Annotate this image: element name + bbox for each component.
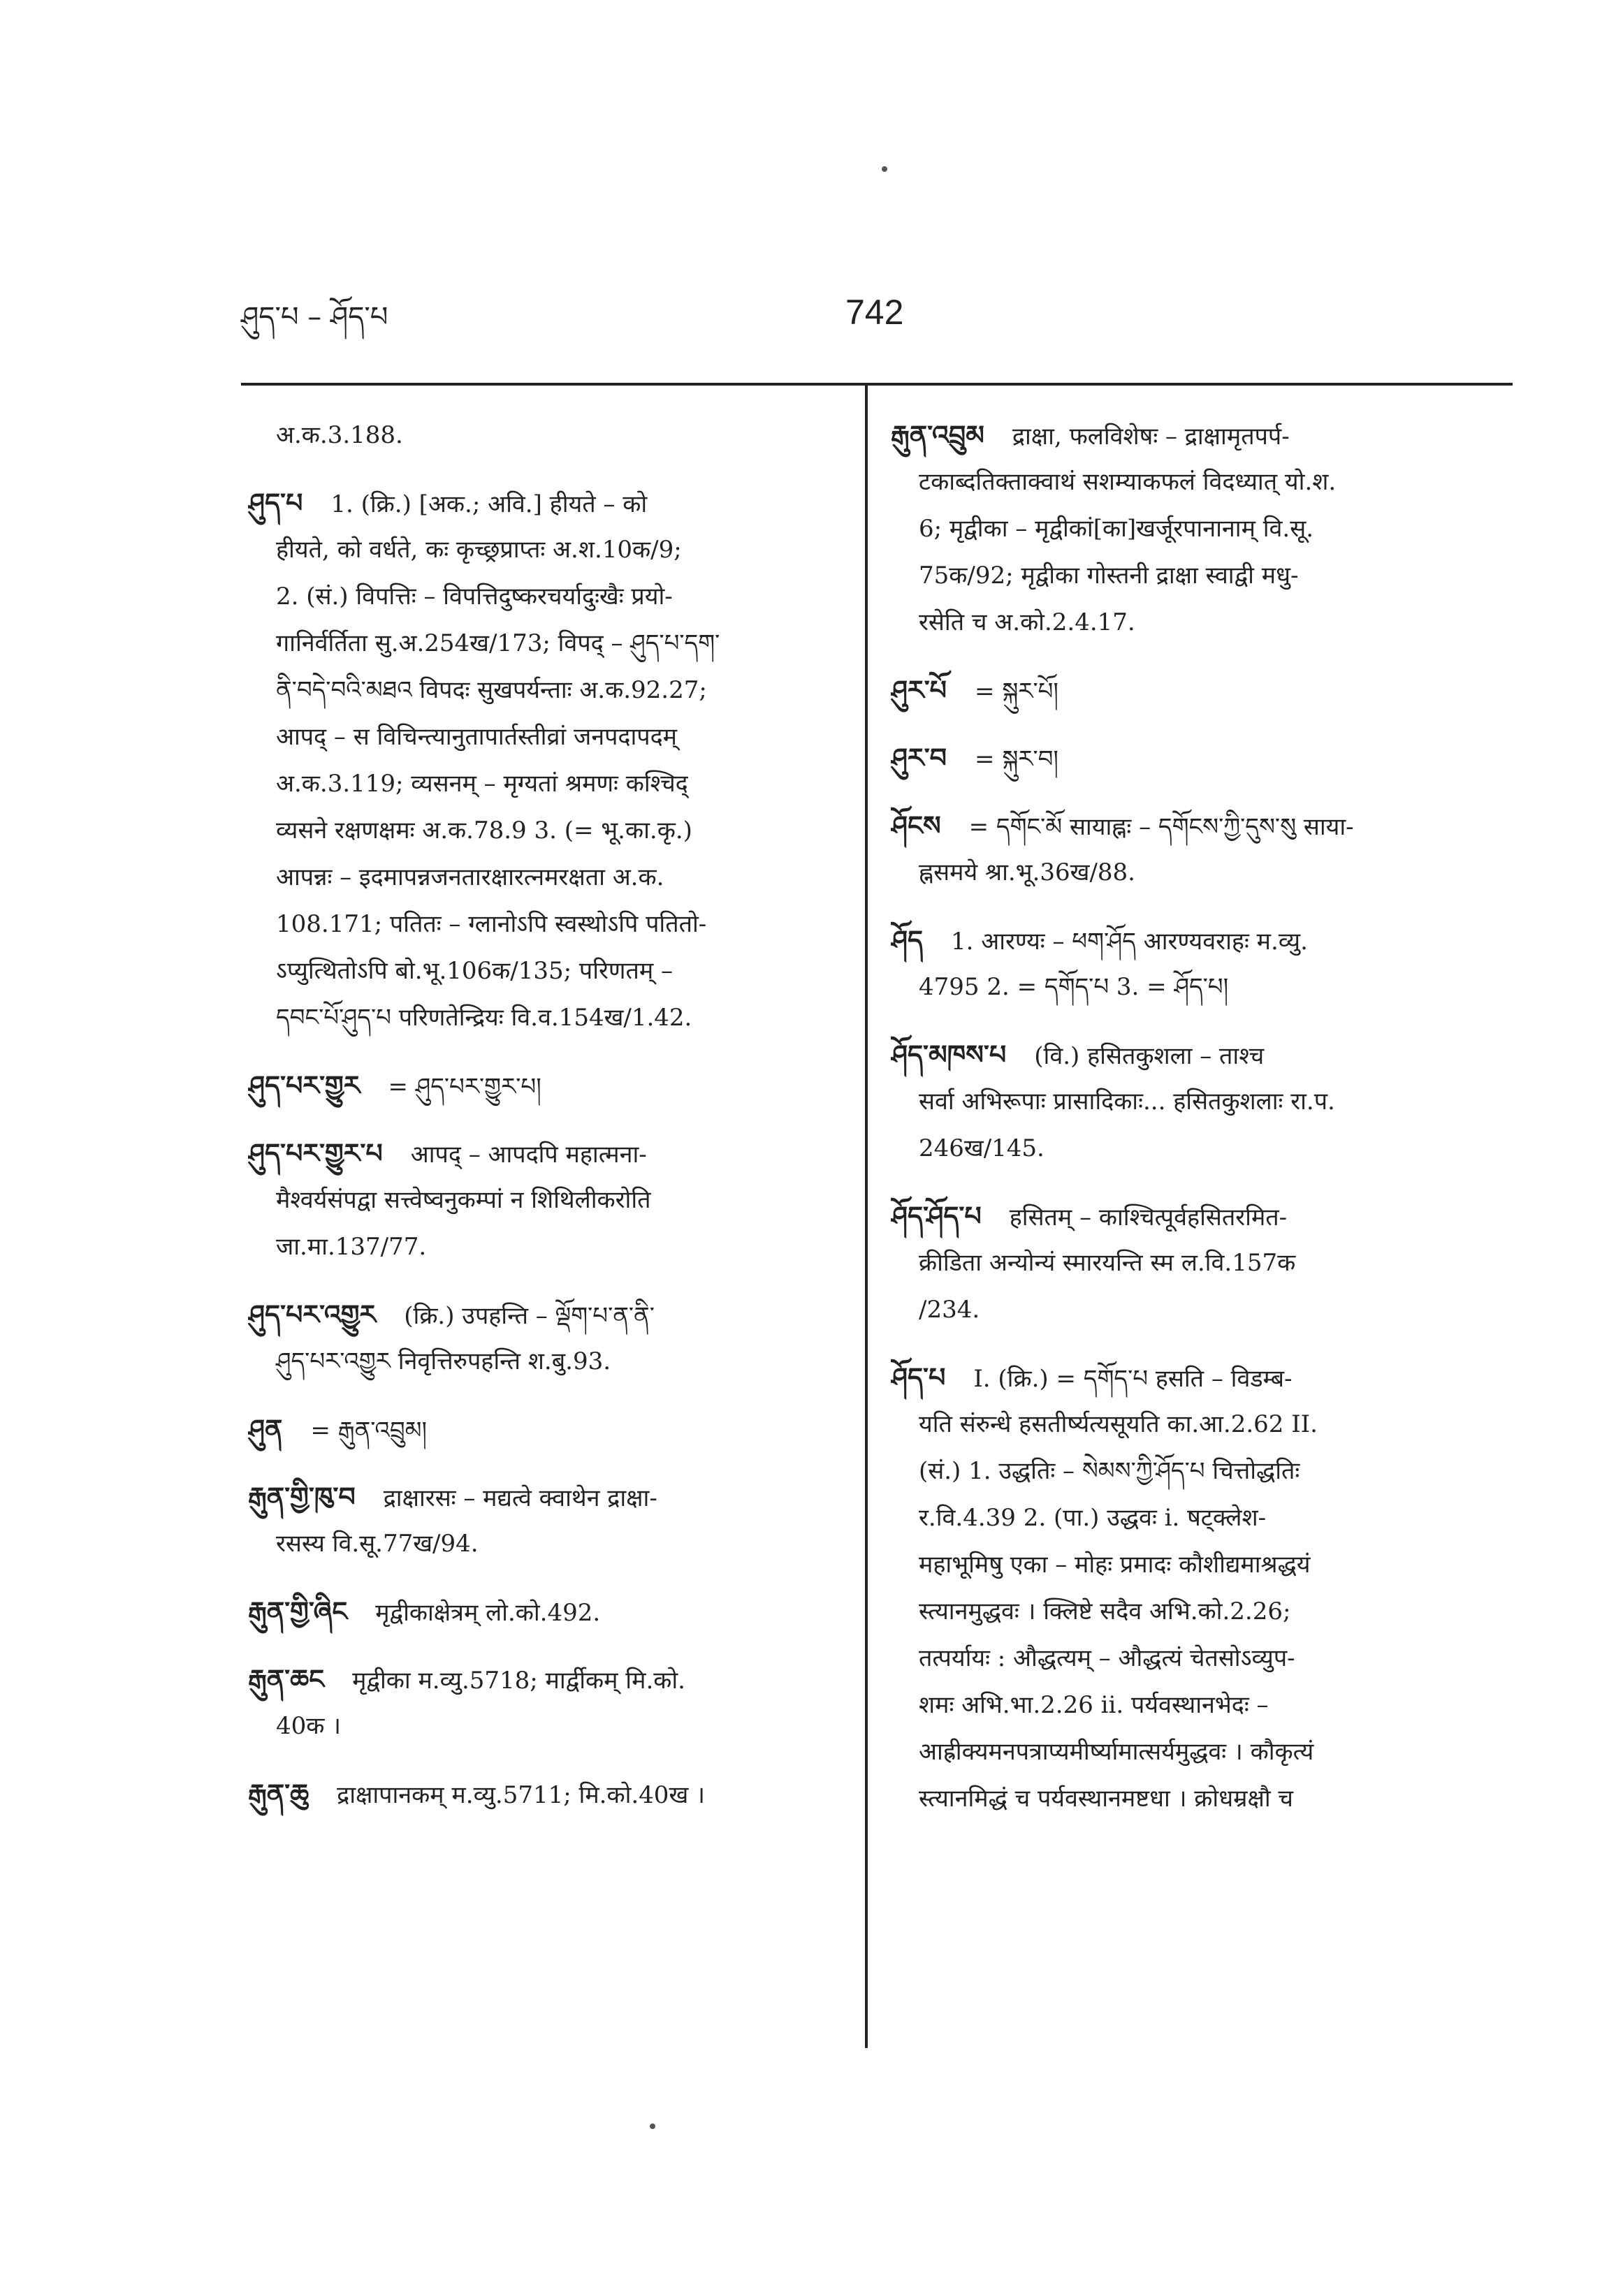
entry-line xyxy=(248,1062,842,1109)
entry-text: रसेति च अ.को.2.4.17. xyxy=(919,608,1135,636)
entry-text: महाभूमिषु एका – मोहः प्रमादः कौशीद्यमाश्रद्धयं xyxy=(919,1551,1311,1579)
headword: ཤུན xyxy=(248,1414,283,1445)
entry-text: (सं.) 1. उद्धतिः – སེམས་ཀྱི་ཤོད་པ चित्तोद्धतिः xyxy=(919,1457,1300,1485)
headword: ཤུར་པོ xyxy=(891,675,947,705)
entry-text: ཤུད་པར་འགྱུར निवृत्तिरुपहन्ति श.बु.93. xyxy=(276,1347,611,1375)
entry-continuation-line xyxy=(248,901,842,948)
headword: ཤུར་བ xyxy=(891,743,947,773)
entry-continuation-line xyxy=(891,964,1506,1011)
entry-text: मृद्वीका म.व्यु.5718; मार्द्वीकम् मि.को. xyxy=(352,1667,685,1695)
entry-text: = སྐུར་བ། xyxy=(975,745,1058,773)
headword: ཤུད་པར་འགྱུར xyxy=(248,1299,377,1330)
entry-line xyxy=(248,1588,842,1635)
entry-continuation-line xyxy=(248,1521,842,1567)
entry-text: मैश्वर्यसंपद्वा सत्त्वेष्वनुकम्पां न शिथिलीकरोति xyxy=(276,1186,651,1214)
entry-continuation-line xyxy=(248,1338,842,1385)
page-number: 742 xyxy=(845,293,904,332)
entry-text: /234. xyxy=(919,1296,980,1324)
entry-text: टकाब्दतिक्ताक्वाथं सशम्याकफलं विदध्यात् यो.श. xyxy=(919,468,1337,496)
entry-text: = ཤུད་པར་གྱུར་པ། xyxy=(388,1073,541,1101)
entry-line xyxy=(891,1354,1506,1401)
entry-text: स्त्यानमिद्धं च पर्यवस्थानमष्टधा । क्रोधम्रक्षौ च xyxy=(919,1785,1294,1813)
print-speck xyxy=(650,2123,655,2129)
entry-continuation-line xyxy=(891,1495,1506,1542)
entry-continuation-line xyxy=(891,459,1506,506)
entry-text: = རྒུན་འབྲུམ། xyxy=(310,1417,428,1445)
entry-continuation-line xyxy=(891,1240,1506,1287)
entry-continuation-line xyxy=(248,948,842,995)
header-rule xyxy=(241,383,1513,386)
entry-text: 108.171; पतितः – ग्लानोऽपि स्वस्थोऽपि पतितो- xyxy=(276,910,707,938)
entry-text: आह्रीक्यमनपत्राप्यमीर्ष्यामात्सर्यमुद्धवः । कौकृत्यं xyxy=(919,1738,1314,1766)
entry-line xyxy=(891,412,1506,459)
entry-continuation-line xyxy=(891,1542,1506,1588)
entry-text: आपन्नः – इदमापन्नजनतारक्षारत्नमरक्षता अ.क. xyxy=(276,863,664,891)
entry-text: अ.क.3.188. xyxy=(276,421,403,449)
entry-text: द्राक्षापानकम् म.व्यु.5711; मि.को.40ख । xyxy=(337,1781,705,1809)
entry-text: आपद् – स विचिन्त्यानुतापार्तस्तीव्रां जनपदापदम् xyxy=(276,723,677,751)
headword: ཤོད་པ xyxy=(891,1362,946,1393)
entry-continuation-line xyxy=(248,1703,842,1750)
entry-text: 1. (क्रि.) [अक.; अवि.] हीयते – को xyxy=(330,490,648,518)
entry-text: स्त्यानमुद्धवः । क्लिष्टे सदैव अभि.को.2.26; xyxy=(919,1597,1291,1625)
entry-text: དབང་པོ་ཤུད་པ परिणतेन्द्रियः वि.व.154ख/1.42. xyxy=(276,1004,692,1032)
entry-continuation-line xyxy=(248,527,842,573)
entry-continuation-line xyxy=(891,506,1506,553)
entry-text: जा.मा.137/77. xyxy=(276,1233,427,1261)
headword: རྒུན་འབྲུམ xyxy=(891,420,984,451)
entry-text: (क्रि.) उपहन्ति – ལྡོག་པ་ན་ནི་ xyxy=(404,1302,655,1330)
headword: རྒུན་ཆུ xyxy=(248,1778,310,1809)
entry-line xyxy=(248,1406,842,1453)
entry-text: 2. (सं.) विपत्तिः – विपत्तिदुष्करचर्यादुःखैः प्रयो- xyxy=(276,583,673,610)
entry-text: = དགོང་མོ सायाह्नः – དགོངས་ཀྱི་དུས་སུ साया- xyxy=(968,813,1354,841)
entry-continuation-line xyxy=(248,620,842,667)
entry-text: = སྐུར་པོ། xyxy=(975,678,1058,705)
headword: ཤོད་ཤོད་པ xyxy=(891,1201,982,1231)
entry-continuation-line xyxy=(248,995,842,1041)
entry-continuation-line xyxy=(891,849,1506,896)
entry-text: सर्वा अभिरूपाः प्रासादिकाः... हसितकुशलाः रा.प. xyxy=(919,1088,1335,1116)
entry-line xyxy=(891,917,1506,964)
entry-continuation-line xyxy=(248,412,842,459)
headword: ཤུད་པར་གྱུར་པ xyxy=(248,1138,383,1169)
entry-text: यति संरुन्धे हसतीर्ष्यत्यसूयति का.आ.2.62 II. xyxy=(919,1410,1318,1438)
entry-continuation-line xyxy=(248,1224,842,1271)
entry-text: अ.क.3.119; व्यसनम् – मृग्यतां श्रमणः कश्चिद् xyxy=(276,770,688,798)
running-head: ཤུད་པ – ཤོད་པ xyxy=(241,301,388,333)
entry-text: रसस्य वि.सू.77ख/94. xyxy=(276,1530,479,1558)
entry-continuation-line xyxy=(248,1177,842,1224)
headword: རྒུན་ཆང xyxy=(248,1664,325,1695)
entry-continuation-line xyxy=(891,1635,1506,1682)
entry-text: 6; मृद्वीका – मृद्वीकां[का]खर्जूरपानानाम् वि.सू. xyxy=(919,515,1314,543)
entry-continuation-line xyxy=(248,667,842,714)
headword: རྒུན་གྱི་ཞིང xyxy=(248,1596,348,1627)
entry-text: व्यसने रक्षणक्षमः अ.क.78.9 3. (= भू.का.कृ.) xyxy=(276,817,692,844)
entry-text: ནི་བདེ་བའི་མཐའ विपदः सुखपर्यन्ताः अ.क.92.27; xyxy=(276,676,707,704)
entry-text: ऽप्युत्थितोऽपि बो.भू.106क/135; परिणतम् – xyxy=(276,957,674,985)
entry-continuation-line xyxy=(891,553,1506,599)
headword: ཤུད་པ xyxy=(248,488,303,518)
entry-line xyxy=(248,1771,842,1818)
entry-text: र.वि.4.39 2. (पा.) उद्धवः i. षट्क्लेश- xyxy=(919,1504,1267,1532)
print-speck xyxy=(882,166,887,172)
headword: ཤོངས xyxy=(891,810,941,841)
entry-line xyxy=(891,735,1506,782)
entry-line xyxy=(891,667,1506,714)
entry-continuation-line xyxy=(891,1125,1506,1172)
left-column xyxy=(248,412,842,1818)
entry-continuation-line xyxy=(891,1682,1506,1729)
entry-text: हीयते, को वर्धते, कः कृच्छ्रप्राप्तः अ.श.10क/9; xyxy=(276,536,682,564)
entry-continuation-line xyxy=(248,807,842,854)
entry-line xyxy=(248,1130,842,1177)
entry-text: द्राक्षा, फलविशेषः – द्राक्षामृतपर्प- xyxy=(1012,423,1290,451)
entry-text: आपद् – आपदपि महात्मना- xyxy=(410,1141,647,1169)
entry-text: ह्नसमये श्रा.भू.36ख/88. xyxy=(919,858,1135,886)
right-column xyxy=(891,412,1506,1822)
entry-text: 40क । xyxy=(276,1712,342,1740)
entry-text: द्राक्षारसः – मद्यत्वे क्वाथेन द्राक्षा- xyxy=(383,1484,657,1512)
headword: ཤོད xyxy=(891,925,924,956)
entry-continuation-line xyxy=(891,1078,1506,1125)
headword: རྒུན་གྱི་ཁུ་བ xyxy=(248,1482,356,1512)
entry-line xyxy=(891,1193,1506,1240)
entry-continuation-line xyxy=(891,1776,1506,1822)
entry-continuation-line xyxy=(891,1401,1506,1448)
headword: ཤོད་མཁས་པ xyxy=(891,1039,1007,1070)
entry-line xyxy=(248,1292,842,1338)
entry-continuation-line xyxy=(248,714,842,761)
entry-text: 1. आरण्यः – ཕག་ཤོད आरण्यवराहः म.व्यु. xyxy=(951,928,1308,956)
entry-text: गानिर्वर्तिता सु.अ.254ख/173; विपद् – ཤུད་པ་དག་ xyxy=(276,629,720,657)
entry-continuation-line xyxy=(248,761,842,807)
entry-continuation-line xyxy=(891,1448,1506,1495)
entry-line xyxy=(248,1474,842,1521)
entry-continuation-line xyxy=(891,1588,1506,1635)
entry-line xyxy=(248,480,842,527)
entry-text: मृद्वीकाक्षेत्रम् लो.को.492. xyxy=(375,1599,601,1627)
entry-text: 246ख/145. xyxy=(919,1134,1045,1162)
column-divider xyxy=(865,386,868,2048)
entry-line xyxy=(891,1032,1506,1078)
entry-continuation-line xyxy=(248,573,842,620)
entry-text: (वि.) हसितकुशला – ताश्च xyxy=(1034,1042,1265,1070)
headword: ཤུད་པར་གྱུར xyxy=(248,1070,361,1101)
entry-text: I. (क्रि.) = དགོད་པ हसति – विडम्ब- xyxy=(973,1365,1293,1393)
entry-text: क्रीडिता अन्योन्यं स्मारयन्ति स्म ल.वि.157क xyxy=(919,1249,1296,1277)
entry-text: शमः अभि.भा.2.26 ii. पर्यवस्थानभेदः – xyxy=(919,1691,1269,1719)
entry-text: 75क/92; मृद्वीका गोस्तनी द्राक्षा स्वाद्वी मधु- xyxy=(919,562,1299,590)
entry-continuation-line xyxy=(891,599,1506,646)
entry-continuation-line xyxy=(891,1729,1506,1776)
entry-continuation-line xyxy=(891,1287,1506,1333)
entry-continuation-line xyxy=(248,854,842,901)
entry-text: 4795 2. = དགོད་པ 3. = ཤོད་པ། xyxy=(919,973,1229,1001)
entry-line xyxy=(891,803,1506,849)
entry-line xyxy=(248,1656,842,1703)
entry-text: हसितम् – काश्चित्पूर्वहसितरमित- xyxy=(1009,1204,1288,1231)
entry-text: तत्पर्यायः : औद्धत्यम् – औद्धत्यं चेतसोऽव्युप- xyxy=(919,1644,1295,1672)
